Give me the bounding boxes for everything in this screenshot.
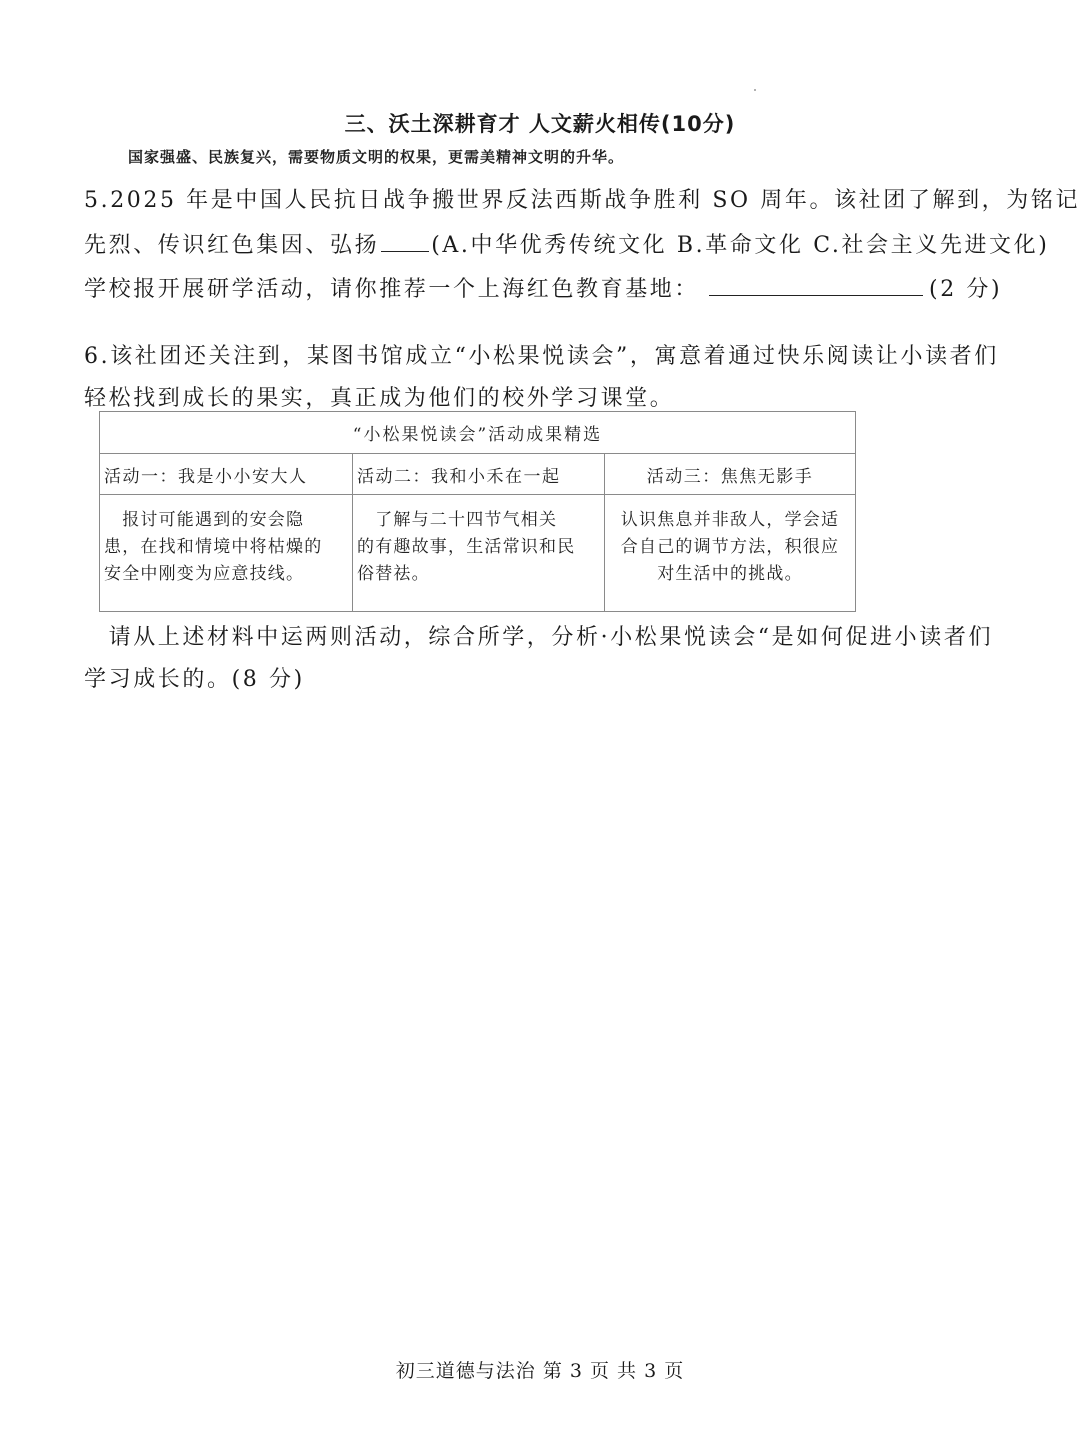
q5-answer-blank-1[interactable] (381, 231, 429, 252)
table-header-activity-2: 活动二：我和小禾在一起 (353, 454, 605, 495)
q6-task-line-1: 请从上述材料中运两则活动，综合所学，分析·小松果悦读会“是如何促进小读者们 (84, 625, 994, 650)
scan-speck (754, 89, 756, 91)
cell-line: 俗替祛。 (357, 564, 430, 584)
q5-line-2 (84, 228, 1049, 259)
table-header-row (100, 454, 856, 495)
table-header-activity-1: 活动一：我是小小安大人 (100, 454, 353, 495)
q5-line-3 (84, 272, 1002, 303)
q5-score: (2 分) (929, 277, 1003, 302)
section-title: 三、沃土深耕育才 人文薪火相传(10分) (344, 112, 736, 136)
activity-results-table (99, 411, 856, 612)
table-row (100, 495, 856, 612)
table-header-activity-3: 活动三：焦焦无影手 (605, 454, 856, 495)
cell-line: 了解与二十四节气相关 (357, 510, 558, 530)
q5-answer-blank-2[interactable] (709, 275, 923, 296)
section-intro: 国家强盛、民族复兴，需要物质文明的权果，更需美精神文明的升华。 (128, 148, 625, 166)
cell-line: 患，在找和情境中将枯燥的 (104, 537, 323, 557)
table-cell-activity-2 (353, 495, 605, 612)
q5-line-1: 5.2025 年是中国人民抗日战争搬世界反法西斯战争胜利 SO 周年。该社团了解到，为铭记 (84, 188, 1080, 213)
cell-line: 报讨可能遇到的安会隐 (104, 510, 305, 530)
q5-options: (A.中华优秀传统文化 B.革命文化 C.社会主义先进文化) (431, 233, 1050, 258)
q5-line-3-text: 学校报开展研学活动，请你推荐一个上海红色教育基地： (84, 277, 700, 302)
page-footer: 初三道德与法治 第 3 页 共 3 页 (395, 1360, 685, 1382)
cell-line: 对生活中的挑战。 (657, 564, 803, 584)
cell-line: 合自己的调节方法，积很应 (620, 537, 840, 557)
table-caption-row (100, 412, 856, 454)
cell-line: 的有趣故事，生活常识和民 (357, 537, 576, 557)
cell-line: 安全中刚变为应意技线。 (104, 564, 305, 584)
q6-line-1: 6.该社团还关注到，某图书馆成立“小松果悦读会”，寓意着通过快乐阅读让小读者们 (84, 344, 999, 369)
q5-line-2-text: 先烈、传识红色集因、弘扬 (84, 233, 380, 258)
table-caption: “小松果悦读会”活动成果精选 (100, 412, 856, 454)
q6-task-line-2: 学习成长的。(8 分) (84, 667, 305, 692)
table-cell-activity-3 (605, 495, 856, 612)
q6-line-2: 轻松找到成长的果实，真正成为他们的校外学习课堂。 (84, 386, 675, 411)
cell-line: 认识焦息并非敌人，学会适 (620, 510, 840, 530)
table-cell-activity-1 (100, 495, 353, 612)
